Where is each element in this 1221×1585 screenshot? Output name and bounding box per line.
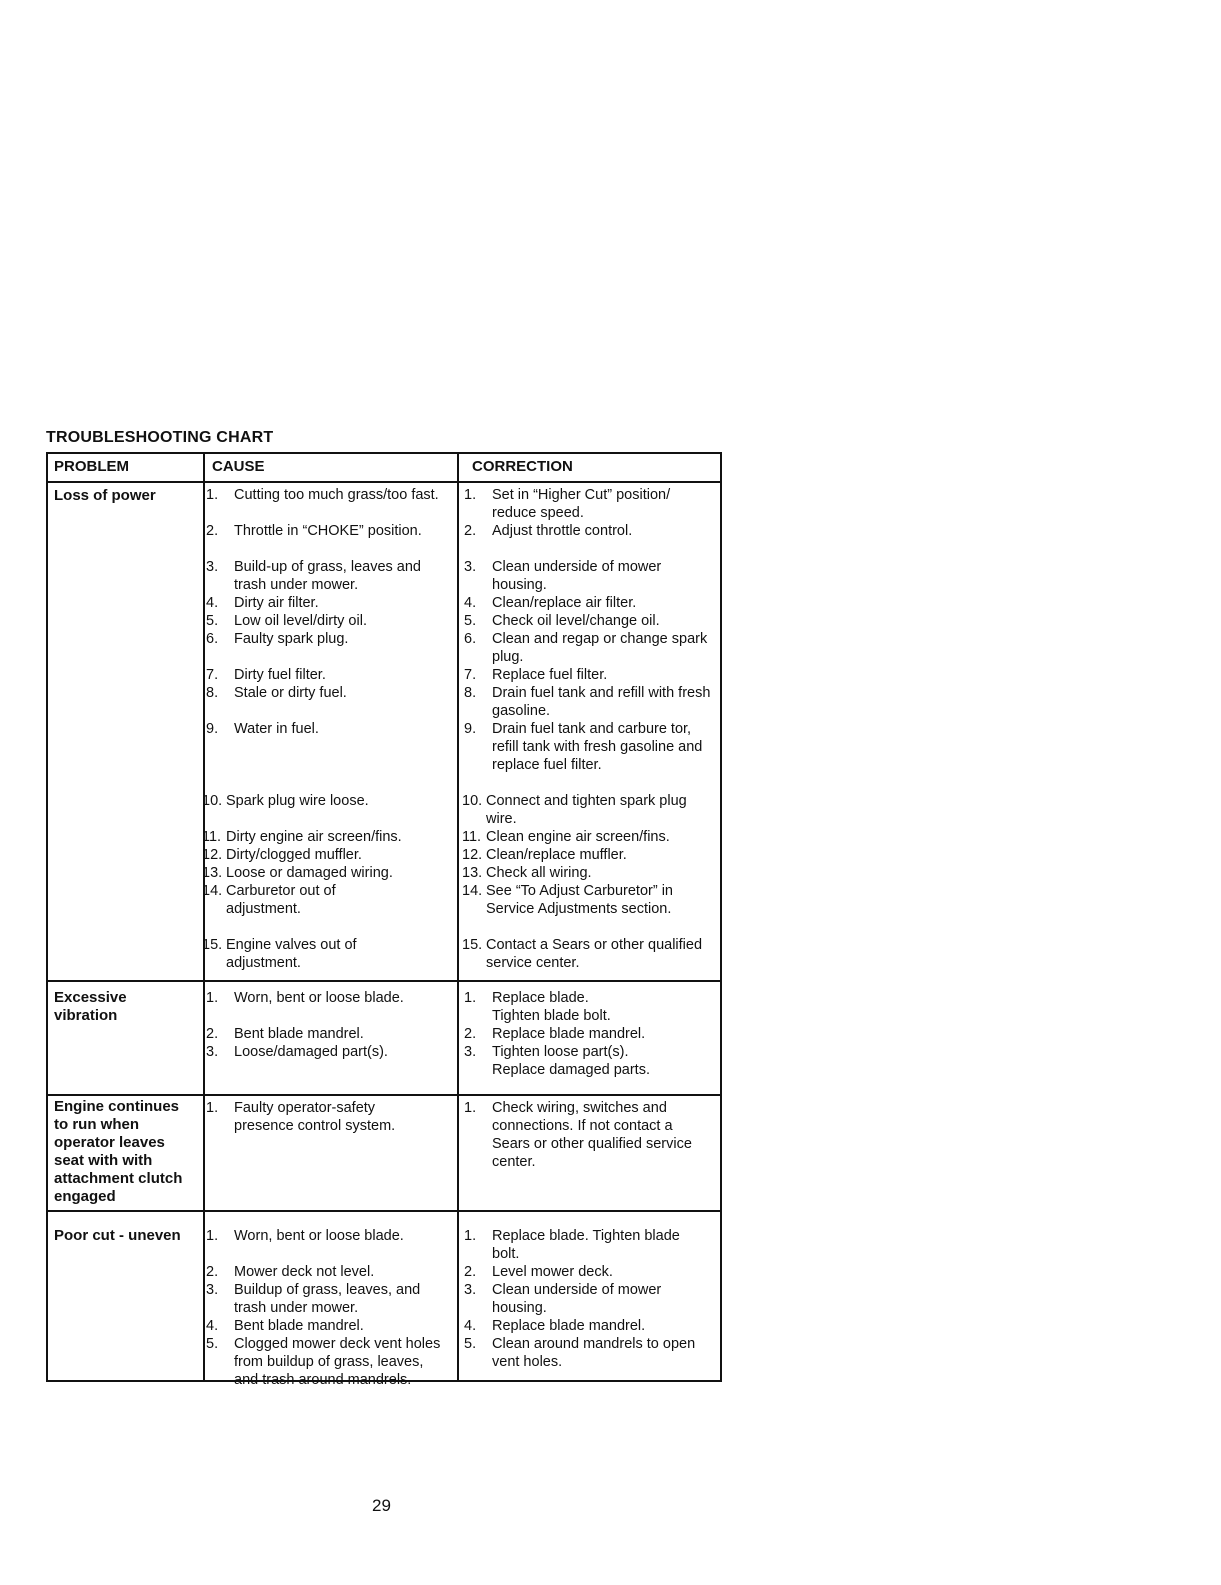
cause-item: 13. Loose or damaged wiring.: [202, 865, 393, 881]
correction-item: 5. Clean around mandrels to open vent holes.: [464, 1336, 696, 1370]
correction-item: 6. Clean and regap or change spark plug.: [464, 631, 708, 665]
cause-item: 5. Clogged mower deck vent holes from buildup of grass, leaves, and trash around mandrels.: [206, 1336, 441, 1388]
correction-item: 1. Check wiring, switches and connections. If not contact a Sears or other qualified service center.: [464, 1100, 692, 1170]
header-cause: CAUSE: [212, 458, 265, 475]
header-top-border: [46, 452, 722, 454]
column-divider-correction: [457, 452, 459, 1382]
correction-item: 1. Replace blade. Tighten blade bolt.: [464, 990, 611, 1024]
header-bottom-border: [46, 481, 722, 483]
correction-item: 2. Level mower deck.: [464, 1264, 613, 1280]
cause-item: 5. Low oil level/dirty oil.: [206, 613, 367, 629]
problem-excessive-vibration: Excessive vibration: [54, 989, 127, 1024]
problem-engine-continues: Engine continues to run when operator leaves seat with with attachment clutch engaged: [54, 1098, 183, 1205]
cause-item: 1. Worn, bent or loose blade.: [206, 1228, 404, 1244]
correction-item: 15. Contact a Sears or other qualified service center.: [462, 937, 703, 971]
cause-item: 1. Cutting too much grass/too fast.: [206, 487, 439, 503]
cause-item: 2. Mower deck not level.: [206, 1264, 375, 1280]
chart-title: TROUBLESHOOTING CHART: [46, 429, 274, 446]
correction-item: 14. See “To Adjust Carburetor” in Service Adjustments section.: [462, 883, 673, 917]
cause-item: 3. Loose/damaged part(s).: [206, 1044, 388, 1060]
header-problem: PROBLEM: [54, 458, 129, 475]
cause-item: 3. Buildup of grass, leaves, and trash under mower.: [206, 1282, 421, 1316]
correction-item: 4. Clean/replace air filter.: [464, 595, 637, 611]
correction-item: 2. Replace blade mandrel.: [464, 1026, 646, 1042]
cause-item: 10. Spark plug wire loose.: [202, 793, 369, 809]
cause-item: 3. Build-up of grass, leaves and trash under mower.: [206, 559, 421, 593]
correction-item: 8. Drain fuel tank and refill with fresh gasoline.: [464, 685, 711, 719]
row-divider-3: [46, 1210, 722, 1212]
cause-item: 7. Dirty fuel filter.: [206, 667, 326, 683]
correction-item: 2. Adjust throttle control.: [464, 523, 633, 539]
problem-poor-cut-uneven: Poor cut - uneven: [54, 1227, 181, 1244]
cause-item: 4. Bent blade mandrel.: [206, 1318, 364, 1334]
correction-item: 1. Replace blade. Tighten blade bolt.: [464, 1228, 680, 1262]
cause-item: 2. Bent blade mandrel.: [206, 1026, 364, 1042]
cause-item: 12. Dirty/clogged muffler.: [202, 847, 362, 863]
correction-item: 1. Set in “Higher Cut” position/ reduce speed.: [464, 487, 671, 521]
cause-item: 11. Dirty engine air screen/fins.: [202, 829, 402, 845]
table-left-border: [46, 452, 48, 1382]
cause-item: 6. Faulty spark plug.: [206, 631, 349, 647]
correction-item: 12. Clean/replace muffler.: [462, 847, 627, 863]
problem-loss-of-power: Loss of power: [54, 487, 156, 504]
row-divider-2: [46, 1094, 722, 1096]
cause-item: 2. Throttle in “CHOKE” position.: [206, 523, 422, 539]
cause-item: 8. Stale or dirty fuel.: [206, 685, 347, 701]
cause-item: 9. Water in fuel.: [206, 721, 319, 737]
row-divider-1: [46, 980, 722, 982]
correction-item: 10. Connect and tighten spark plug wire.: [462, 793, 687, 827]
cause-item: 1. Worn, bent or loose blade.: [206, 990, 404, 1006]
correction-item: 13. Check all wiring.: [462, 865, 592, 881]
table-right-border: [720, 452, 722, 1382]
correction-item: 7. Replace fuel filter.: [464, 667, 608, 683]
header-correction: CORRECTION: [472, 458, 573, 475]
troubleshooting-table: [46, 452, 722, 1388]
correction-item: 4. Replace blade mandrel.: [464, 1318, 646, 1334]
page-number: 29: [372, 1496, 391, 1515]
correction-item: 11. Clean engine air screen/fins.: [462, 829, 670, 845]
correction-item: 3. Tighten loose part(s). Replace damaged parts.: [464, 1044, 650, 1078]
correction-item: 3. Clean underside of mower housing.: [464, 559, 662, 593]
correction-item: 9. Drain fuel tank and carbure tor, refill tank with fresh gasoline and replace fuel filter.: [464, 721, 703, 773]
cause-item: 15. Engine valves out of adjustment.: [202, 937, 357, 971]
cause-item: 1. Faulty operator-safety presence control system.: [206, 1100, 396, 1134]
cause-item: 4. Dirty air filter.: [206, 595, 319, 611]
correction-item: 3. Clean underside of mower housing.: [464, 1282, 662, 1316]
correction-item: 5. Check oil level/change oil.: [464, 613, 660, 629]
cause-item: 14. Carburetor out of adjustment.: [202, 883, 336, 917]
